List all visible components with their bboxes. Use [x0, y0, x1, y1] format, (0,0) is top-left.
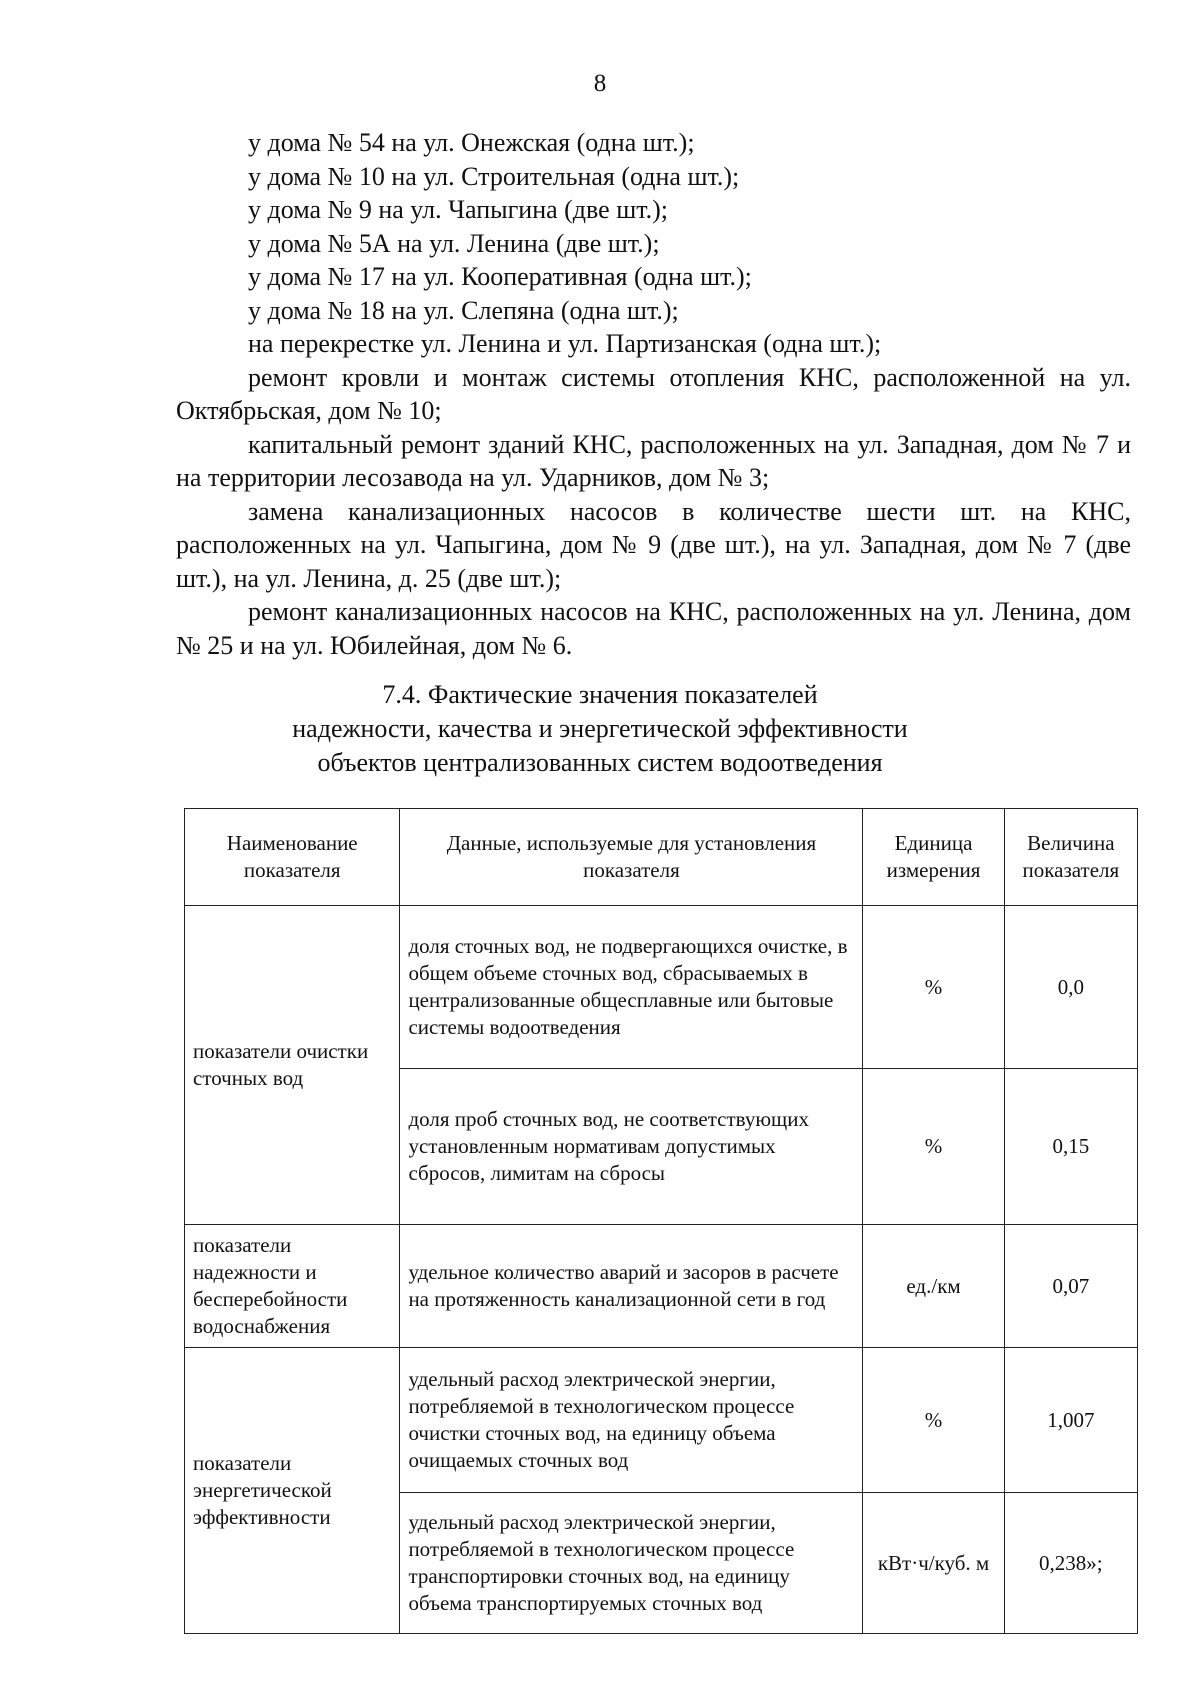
- value-cell: 1,007: [1004, 1348, 1137, 1493]
- group-cell: показатели надежности и бесперебойности водоснабжения: [185, 1225, 400, 1348]
- list-item: у дома № 54 на ул. Онежская (одна шт.);: [248, 128, 695, 157]
- data-cell: доля сточных вод, не подвергающихся очистке, в общем объеме сточных вод, сбрасываемых в централизованные общесплавные или бытовые системы водоотведения: [400, 906, 863, 1069]
- list-item: у дома № 17 на ул. Кооперативная (одна шт.);: [248, 262, 752, 291]
- page-number: 8: [593, 70, 607, 97]
- section-heading-line: объектов централизованных систем водоотведения: [317, 748, 883, 777]
- list-item: у дома № 18 на ул. Слепяна (одна шт.);: [248, 295, 679, 325]
- value-cell: 0,07: [1004, 1225, 1137, 1348]
- group-cell: показатели энергетической эффективности: [185, 1348, 400, 1634]
- header-indicator-data: Данные, используемые для установления показателя: [400, 809, 863, 906]
- data-cell: удельный расход электрической энергии, потребляемой в технологическом процессе транспортировки сточных вод, на единицу объема транспортируемых сточных вод: [400, 1493, 863, 1634]
- list-item: у дома № 10 на ул. Строительная (одна шт.);: [248, 161, 740, 191]
- unit-cell: %: [863, 1348, 1004, 1493]
- paragraph: замена канализационных насосов в количестве шести шт. на КНС, расположенных на ул. Чапыгина, дом № 9 (две шт.), на ул. Западная, дом № 7 (две шт.), на ул. Ленина, д. 25 (две шт.);: [176, 496, 1131, 593]
- data-cell: доля проб сточных вод, не соответствующих установленным нормативам допустимых сбросов, лимитам на сбросы: [400, 1069, 863, 1225]
- unit-cell: %: [863, 1069, 1004, 1225]
- group-cell: показатели очистки сточных вод: [185, 906, 400, 1225]
- header-unit: Единица измерения: [863, 809, 1004, 906]
- table-header-row: [185, 809, 1138, 906]
- paragraph: ремонт кровли и монтаж системы отопления КНС, расположенной на ул. Октябрьская, дом № 10;: [176, 362, 1131, 425]
- unit-cell: кВт·ч/куб. м: [863, 1493, 1004, 1634]
- section-heading-line: надежности, качества и энергетической эффективности: [292, 714, 908, 743]
- unit-cell: ед./км: [863, 1225, 1004, 1348]
- table-row: [185, 1348, 1138, 1493]
- section-heading-line: 7.4. Фактические значения показателей: [382, 680, 818, 709]
- table-row: [185, 1225, 1138, 1348]
- paragraph: капитальный ремонт зданий КНС, расположенных на ул. Западная, дом № 7 и на территории лесозавода на ул. Ударников, дом № 3;: [176, 429, 1131, 492]
- unit-cell: %: [863, 906, 1004, 1069]
- section-heading: [0, 678, 1200, 780]
- header-value: Величина показателя: [1004, 809, 1137, 906]
- value-cell: 0,15: [1004, 1069, 1137, 1225]
- value-cell: 0,0: [1004, 906, 1137, 1069]
- header-indicator-name: Наименование показателя: [185, 809, 400, 906]
- data-cell: удельный расход электрической энергии, потребляемой в технологическом процессе очистки сточных вод, на единицу объема очищаемых сточных вод: [400, 1348, 863, 1493]
- paragraph: ремонт канализационных насосов на КНС, расположенных на ул. Ленина, дом № 25 и на ул. Юбилейная, дом № 6.: [176, 597, 1131, 660]
- list-item: у дома № 9 на ул. Чапыгина (две шт.);: [248, 195, 669, 224]
- list-item: на перекрестке ул. Ленина и ул. Партизанская (одна шт.);: [248, 329, 882, 358]
- indicators-table: [184, 808, 1138, 1634]
- list-item: у дома № 5А на ул. Ленина (две шт.);: [248, 228, 660, 258]
- data-cell: удельное количество аварий и засоров в расчете на протяженность канализационной сети в год: [400, 1225, 863, 1348]
- document-body: [176, 126, 1131, 662]
- value-cell: 0,238»;: [1004, 1493, 1137, 1634]
- table-row: [185, 906, 1138, 1069]
